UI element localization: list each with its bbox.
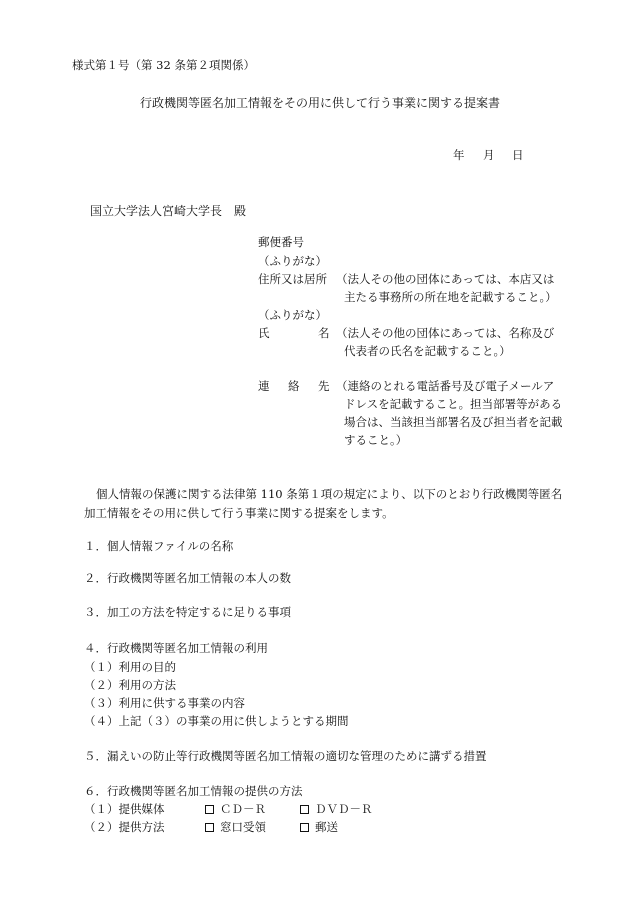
media-label: （１）提供媒体 [84,802,165,816]
item-2: ２．行政機関等匿名加工情報の本人の数 [84,571,291,585]
date-month: 月 [483,148,495,162]
address-note-line-2: 主たる事務所の所在地を記載すること。） [344,290,557,304]
address-label: 住所又は居所 [258,272,327,286]
method-option-mail[interactable] [300,822,338,834]
contact-label-3: 先 [318,379,330,393]
item-1: １．個人情報ファイルの名称 [84,539,234,553]
name-label-second: 名 [318,326,330,340]
checkbox-icon[interactable] [205,823,214,832]
contact-note-line-2: ドレスを記載すること。担当部署等がある [344,397,563,411]
contact-label-2: 絡 [288,379,300,393]
contact-note-line-3: 場合は、当該担当部署名及び担当者を記載 [344,415,563,429]
method-option-counter-label: 窓口受領 [220,820,266,834]
media-option-dvdr[interactable] [300,804,373,816]
item-4-sub-2: （２）利用の方法 [84,678,176,692]
item-4-sub-4: （４）上記（３）の事業の用に供しようとする期間 [84,714,349,728]
item-5: ５．漏えいの防止等行政機関等匿名加工情報の適切な管理のために講ずる措置 [84,749,487,763]
date-day: 日 [512,148,524,162]
postal-code-label: 郵便番号 [258,235,304,249]
contact-label-1: 連 [258,379,270,393]
item-3: ３．加工の方法を特定するに足りる事項 [84,605,291,619]
media-option-cdr-label: ＣＤ－Ｒ [220,802,266,816]
item-4-sub-1: （１）利用の目的 [84,660,176,674]
address-note-line-1: （法人その他の団体にあっては、本店又は [336,272,555,286]
document-title: 行政機関等匿名加工情報をその用に供して行う事業に関する提案書 [140,96,501,110]
name-note-line-2: 代表者の氏名を記載すること。） [344,344,511,358]
method-option-counter[interactable] [205,822,266,834]
contact-note-line-4: すること。） [344,433,408,447]
item-4: ４．行政機関等匿名加工情報の利用 [84,641,268,655]
item-4-sub-3: （３）利用に供する事業の内容 [84,696,245,710]
checkbox-icon[interactable] [300,823,309,832]
addressee: 国立大学法人宮崎大学長 殿 [90,204,247,218]
checkbox-icon[interactable] [300,805,309,814]
method-label: （２）提供方法 [84,820,165,834]
item-6: ６．行政機関等匿名加工情報の提供の方法 [84,784,303,798]
furigana-label-1: （ふりがな） [258,254,327,268]
media-option-dvdr-label: ＤＶＤ－Ｒ [315,802,373,816]
furigana-label-2: （ふりがな） [258,308,327,322]
name-label-first: 氏 [258,326,270,340]
method-option-mail-label: 郵送 [315,820,338,834]
contact-note-line-1: （連絡のとれる電話番号及び電子メールア [336,379,555,393]
name-note-line-1: （法人その他の団体にあっては、名称及び [336,326,555,340]
form-number: 様式第１号（第 32 条第２項関係） [72,58,255,72]
media-option-cdr[interactable] [205,804,266,816]
date-year: 年 [453,148,465,162]
body-paragraph: 個人情報の保護に関する法律第 110 条第１項の規定により、以下のとおり行政機関等匿名加工情報をその用に供して行う事業に関する提案をします。 [84,487,563,520]
checkbox-icon[interactable] [205,805,214,814]
